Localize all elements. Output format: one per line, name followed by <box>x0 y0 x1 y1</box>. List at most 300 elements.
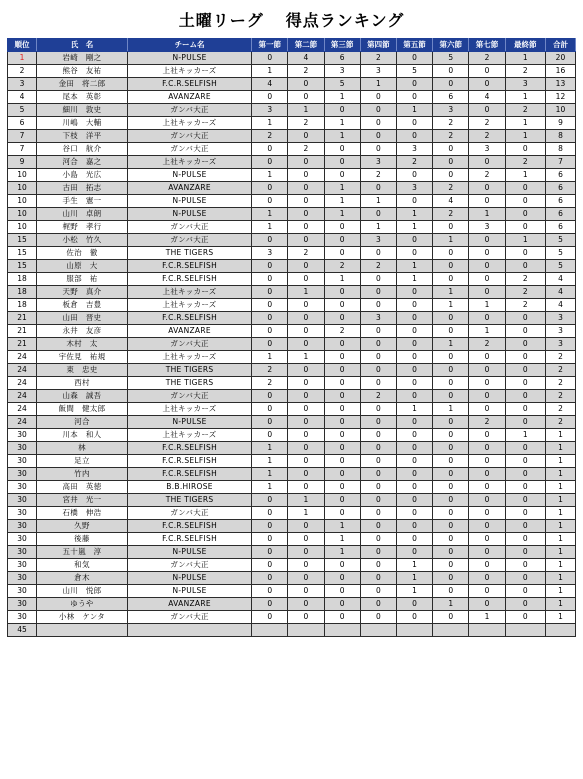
player-name-cell: 山川 悦郎 <box>36 585 127 598</box>
round-score-cell: 0 <box>469 494 505 507</box>
round-score-cell: 0 <box>396 533 432 546</box>
total-score-cell: 1 <box>545 546 575 559</box>
player-name-cell: 谷口 航介 <box>36 143 127 156</box>
round-score-cell: 0 <box>469 195 505 208</box>
round-score-cell: 0 <box>469 403 505 416</box>
round-score-cell: 0 <box>324 598 360 611</box>
table-row <box>8 624 576 637</box>
round-score-cell: 0 <box>360 494 396 507</box>
page-title <box>0 0 583 38</box>
round-score-cell: 0 <box>360 351 396 364</box>
table-row <box>8 208 576 221</box>
rank-cell: 30 <box>8 429 37 442</box>
round-score-cell: 1 <box>288 507 324 520</box>
player-name-cell: 高田 英徳 <box>36 481 127 494</box>
team-name-cell: THE TIGERS <box>128 494 252 507</box>
rank-cell: 4 <box>8 91 37 104</box>
round-score-cell: 0 <box>324 377 360 390</box>
round-score-cell: 0 <box>396 364 432 377</box>
total-score-cell: 6 <box>545 208 575 221</box>
player-name-cell: 石橋 伸浩 <box>36 507 127 520</box>
total-score-cell: 16 <box>545 65 575 78</box>
round-score-cell: 0 <box>252 416 288 429</box>
round-score-cell: 1 <box>288 104 324 117</box>
rank-cell: 24 <box>8 364 37 377</box>
round-score-cell: 4 <box>252 78 288 91</box>
round-score-cell: 0 <box>505 403 545 416</box>
round-score-cell: 1 <box>396 403 432 416</box>
round-score-cell: 0 <box>396 312 432 325</box>
player-name-cell: 細川 敦史 <box>36 104 127 117</box>
total-score-cell: 2 <box>545 416 575 429</box>
round-score-cell: 0 <box>469 182 505 195</box>
round-score-cell: 0 <box>396 351 432 364</box>
round-score-cell: 0 <box>288 455 324 468</box>
table-header-row <box>8 39 576 52</box>
table-row <box>8 468 576 481</box>
table-row <box>8 390 576 403</box>
table-row <box>8 273 576 286</box>
round-score-cell: 0 <box>505 442 545 455</box>
round-score-cell: 1 <box>324 182 360 195</box>
table-row <box>8 572 576 585</box>
round-score-cell: 0 <box>433 416 469 429</box>
round-score-cell: 0 <box>360 520 396 533</box>
round-score-cell: 0 <box>433 494 469 507</box>
round-score-cell: 0 <box>324 156 360 169</box>
round-score-cell: 4 <box>288 52 324 65</box>
team-name-cell: F.C.R.SELFISH <box>128 260 252 273</box>
table-row <box>8 182 576 195</box>
team-name-cell: F.C.R.SELFISH <box>128 533 252 546</box>
rank-cell: 15 <box>8 260 37 273</box>
player-name-cell: 河合 嘉之 <box>36 156 127 169</box>
player-name-cell: 小松 竹久 <box>36 234 127 247</box>
round-score-cell: 0 <box>396 611 432 624</box>
table-row <box>8 156 576 169</box>
round-score-cell: 1 <box>469 299 505 312</box>
team-name-cell: THE TIGERS <box>128 364 252 377</box>
team-name-cell: F.C.R.SELFISH <box>128 468 252 481</box>
round-score-cell: 0 <box>252 559 288 572</box>
round-score-cell: 0 <box>324 559 360 572</box>
rank-cell: 30 <box>8 559 37 572</box>
round-score-cell: 0 <box>505 533 545 546</box>
round-score-cell: 2 <box>505 104 545 117</box>
player-name-cell: 小島 光広 <box>36 169 127 182</box>
round-score-cell: 0 <box>252 598 288 611</box>
team-name-cell: ガンバ大正 <box>128 390 252 403</box>
round-score-cell: 0 <box>252 325 288 338</box>
round-score-cell: 0 <box>324 585 360 598</box>
round-score-cell: 0 <box>469 429 505 442</box>
total-score-cell: 1 <box>545 611 575 624</box>
total-score-cell: 1 <box>545 507 575 520</box>
round-score-cell: 3 <box>252 247 288 260</box>
round-score-cell: 1 <box>288 494 324 507</box>
round-score-cell: 4 <box>433 195 469 208</box>
round-score-cell: 0 <box>324 494 360 507</box>
round-score-cell: 0 <box>288 442 324 455</box>
table-row <box>8 325 576 338</box>
table-row <box>8 195 576 208</box>
player-name-cell: 金田 将二郎 <box>36 78 127 91</box>
round-score-cell: 0 <box>360 507 396 520</box>
team-name-cell: 上社キッカーズ <box>128 429 252 442</box>
round-score-cell: 0 <box>360 273 396 286</box>
rank-cell: 10 <box>8 182 37 195</box>
round-score-cell: 0 <box>324 611 360 624</box>
total-score-cell: 2 <box>545 390 575 403</box>
total-score-cell: 5 <box>545 234 575 247</box>
rank-cell: 21 <box>8 325 37 338</box>
total-score-cell: 6 <box>545 195 575 208</box>
round-score-cell: 0 <box>360 364 396 377</box>
round-score-cell: 0 <box>252 195 288 208</box>
team-name-cell: THE TIGERS <box>128 247 252 260</box>
table-row <box>8 143 576 156</box>
round-score-cell: 0 <box>360 299 396 312</box>
round-score-cell: 0 <box>433 169 469 182</box>
round-score-cell: 6 <box>433 91 469 104</box>
team-name-cell: 上社キッカーズ <box>128 403 252 416</box>
round-score-cell: 0 <box>288 546 324 559</box>
round-score-cell: 0 <box>396 52 432 65</box>
column-header-team: チーム名 <box>128 39 252 52</box>
total-score-cell: 8 <box>545 143 575 156</box>
round-score-cell: 0 <box>324 247 360 260</box>
round-score-cell: 3 <box>396 143 432 156</box>
round-score-cell: 0 <box>469 260 505 273</box>
round-score-cell: 0 <box>288 377 324 390</box>
table-row <box>8 429 576 442</box>
rank-cell: 30 <box>8 442 37 455</box>
rank-cell: 5 <box>8 104 37 117</box>
round-score-cell: 0 <box>396 507 432 520</box>
round-score-cell: 0 <box>505 416 545 429</box>
round-score-cell: 0 <box>396 390 432 403</box>
round-score-cell: 0 <box>252 390 288 403</box>
player-name-cell: 河合 <box>36 416 127 429</box>
round-score-cell: 0 <box>360 455 396 468</box>
team-name-cell: N-PULSE <box>128 195 252 208</box>
total-score-cell: 2 <box>545 351 575 364</box>
rank-cell: 30 <box>8 585 37 598</box>
table-row <box>8 169 576 182</box>
round-score-cell: 0 <box>288 533 324 546</box>
round-score-cell: 0 <box>505 455 545 468</box>
total-score-cell: 12 <box>545 91 575 104</box>
total-score-cell: 1 <box>545 585 575 598</box>
round-score-cell: 0 <box>433 156 469 169</box>
team-name-cell: 上社キッカーズ <box>128 65 252 78</box>
round-score-cell: 0 <box>396 481 432 494</box>
round-score-cell: 0 <box>324 403 360 416</box>
round-score-cell: 0 <box>433 611 469 624</box>
round-score-cell: 0 <box>505 325 545 338</box>
round-score-cell: 0 <box>433 585 469 598</box>
round-score-cell: 0 <box>505 247 545 260</box>
round-score-cell: 0 <box>396 169 432 182</box>
round-score-cell: 2 <box>469 169 505 182</box>
round-score-cell: 0 <box>360 338 396 351</box>
round-score-cell: 1 <box>505 234 545 247</box>
round-score-cell: 0 <box>396 286 432 299</box>
round-score-cell: 0 <box>396 598 432 611</box>
round-score-cell: 0 <box>252 520 288 533</box>
table-row <box>8 546 576 559</box>
round-score-cell: 0 <box>505 481 545 494</box>
round-score-cell: 0 <box>469 598 505 611</box>
round-score-cell: 0 <box>324 416 360 429</box>
rank-cell: 10 <box>8 221 37 234</box>
round-score-cell: 0 <box>252 312 288 325</box>
round-score-cell: 0 <box>324 286 360 299</box>
round-score-cell: 0 <box>505 195 545 208</box>
round-score-cell: 0 <box>360 598 396 611</box>
total-score-cell: 4 <box>545 286 575 299</box>
round-score-cell: 0 <box>505 338 545 351</box>
total-score-cell: 1 <box>545 429 575 442</box>
player-name-cell: 宇佐見 祐規 <box>36 351 127 364</box>
round-score-cell: 2 <box>469 130 505 143</box>
table-row <box>8 351 576 364</box>
round-score-cell: 2 <box>360 260 396 273</box>
round-score-cell: 0 <box>360 429 396 442</box>
round-score-cell: 0 <box>505 364 545 377</box>
round-score-cell: 2 <box>469 117 505 130</box>
round-score-cell: 1 <box>396 585 432 598</box>
round-score-cell: 0 <box>288 585 324 598</box>
round-score-cell: 1 <box>433 403 469 416</box>
total-score-cell: 6 <box>545 182 575 195</box>
round-score-cell: 0 <box>433 559 469 572</box>
total-score-cell: 3 <box>545 312 575 325</box>
rank-cell: 15 <box>8 234 37 247</box>
round-score-cell: 6 <box>324 52 360 65</box>
round-score-cell: 2 <box>324 260 360 273</box>
team-name-cell: 上社キッカーズ <box>128 351 252 364</box>
rank-cell: 6 <box>8 117 37 130</box>
team-name-cell: ガンバ大正 <box>128 611 252 624</box>
round-score-cell: 0 <box>324 507 360 520</box>
round-score-cell: 0 <box>324 104 360 117</box>
round-score-cell: 1 <box>469 208 505 221</box>
player-name-cell: 佐治 徹 <box>36 247 127 260</box>
table-row <box>8 520 576 533</box>
table-row <box>8 442 576 455</box>
round-score-cell: 0 <box>396 130 432 143</box>
round-score-cell: 0 <box>469 533 505 546</box>
round-score-cell <box>360 624 396 637</box>
player-name-cell: 飯間 健太郎 <box>36 403 127 416</box>
player-name-cell: 山川 卓朗 <box>36 208 127 221</box>
rank-cell: 2 <box>8 65 37 78</box>
round-score-cell: 0 <box>469 442 505 455</box>
round-score-cell: 1 <box>360 221 396 234</box>
round-score-cell: 3 <box>469 221 505 234</box>
round-score-cell: 0 <box>324 364 360 377</box>
round-score-cell: 0 <box>505 611 545 624</box>
round-score-cell: 3 <box>360 234 396 247</box>
table-row <box>8 403 576 416</box>
round-score-cell: 1 <box>433 299 469 312</box>
round-score-cell: 0 <box>252 260 288 273</box>
round-score-cell: 0 <box>288 390 324 403</box>
round-score-cell: 0 <box>360 377 396 390</box>
round-score-cell: 0 <box>469 559 505 572</box>
round-score-cell: 0 <box>433 533 469 546</box>
round-score-cell: 5 <box>433 52 469 65</box>
round-score-cell: 1 <box>505 52 545 65</box>
round-score-cell: 0 <box>360 208 396 221</box>
round-score-cell: 2 <box>505 156 545 169</box>
rank-cell: 10 <box>8 208 37 221</box>
round-score-cell: 2 <box>288 65 324 78</box>
round-score-cell: 0 <box>505 598 545 611</box>
table-row <box>8 533 576 546</box>
round-score-cell: 0 <box>252 234 288 247</box>
page-title-ranking: 得点ランキング <box>285 10 405 30</box>
table-row <box>8 416 576 429</box>
round-score-cell: 0 <box>396 468 432 481</box>
total-score-cell: 9 <box>545 117 575 130</box>
round-score-cell: 0 <box>252 286 288 299</box>
round-score-cell: 2 <box>469 338 505 351</box>
round-score-cell: 0 <box>288 78 324 91</box>
table-row <box>8 91 576 104</box>
team-name-cell: ガンバ大正 <box>128 507 252 520</box>
rank-cell: 10 <box>8 169 37 182</box>
round-score-cell: 5 <box>396 65 432 78</box>
round-score-cell: 2 <box>469 416 505 429</box>
total-score-cell: 1 <box>545 520 575 533</box>
round-score-cell <box>469 624 505 637</box>
round-score-cell: 0 <box>288 338 324 351</box>
player-name-cell: 東 忠史 <box>36 364 127 377</box>
team-name-cell: N-PULSE <box>128 585 252 598</box>
player-name-cell: 板倉 吉豊 <box>36 299 127 312</box>
round-score-cell: 0 <box>433 572 469 585</box>
round-score-cell: 0 <box>469 481 505 494</box>
player-name-cell: 尾本 英彰 <box>36 91 127 104</box>
round-score-cell: 0 <box>288 611 324 624</box>
round-score-cell: 0 <box>433 247 469 260</box>
round-score-cell: 1 <box>324 273 360 286</box>
round-score-cell: 0 <box>252 143 288 156</box>
player-name-cell: 山田 晋史 <box>36 312 127 325</box>
round-score-cell: 0 <box>433 260 469 273</box>
team-name-cell: N-PULSE <box>128 208 252 221</box>
round-score-cell: 3 <box>324 65 360 78</box>
round-score-cell: 0 <box>324 429 360 442</box>
round-score-cell: 0 <box>505 390 545 403</box>
round-score-cell: 0 <box>396 91 432 104</box>
total-score-cell: 7 <box>545 156 575 169</box>
round-score-cell: 0 <box>252 533 288 546</box>
round-score-cell: 0 <box>469 247 505 260</box>
round-score-cell: 0 <box>360 130 396 143</box>
player-name-cell: 後藤 <box>36 533 127 546</box>
round-score-cell: 0 <box>252 572 288 585</box>
table-row <box>8 455 576 468</box>
player-name-cell: 西村 <box>36 377 127 390</box>
player-name-cell: ゆうや <box>36 598 127 611</box>
page-title-league: 土曜リーグ <box>178 10 264 30</box>
round-score-cell: 1 <box>469 325 505 338</box>
total-score-cell: 3 <box>545 325 575 338</box>
round-score-cell: 1 <box>324 546 360 559</box>
rank-cell: 30 <box>8 468 37 481</box>
team-name-cell: AVANZARE <box>128 598 252 611</box>
round-score-cell: 0 <box>360 182 396 195</box>
table-row <box>8 481 576 494</box>
table-row <box>8 494 576 507</box>
round-score-cell: 0 <box>396 325 432 338</box>
round-score-cell: 0 <box>469 455 505 468</box>
total-score-cell: 8 <box>545 130 575 143</box>
round-score-cell: 0 <box>505 377 545 390</box>
player-name-cell: 川本 和人 <box>36 429 127 442</box>
round-score-cell: 1 <box>469 611 505 624</box>
round-score-cell: 0 <box>252 429 288 442</box>
round-score-cell: 0 <box>324 221 360 234</box>
round-score-cell: 0 <box>288 559 324 572</box>
round-score-cell: 0 <box>469 364 505 377</box>
round-score-cell: 0 <box>433 507 469 520</box>
round-score-cell: 0 <box>288 312 324 325</box>
player-name-cell: 宮井 光一 <box>36 494 127 507</box>
column-header-round-7: 第七節 <box>469 39 505 52</box>
rank-cell: 30 <box>8 455 37 468</box>
round-score-cell: 1 <box>433 338 469 351</box>
round-score-cell: 0 <box>324 351 360 364</box>
team-name-cell: AVANZARE <box>128 182 252 195</box>
round-score-cell: 0 <box>469 351 505 364</box>
rank-cell: 30 <box>8 611 37 624</box>
column-header-round-1: 第一節 <box>252 39 288 52</box>
round-score-cell: 0 <box>252 507 288 520</box>
table-row <box>8 117 576 130</box>
round-score-cell: 2 <box>469 52 505 65</box>
table-row <box>8 338 576 351</box>
rank-cell: 24 <box>8 403 37 416</box>
table-row <box>8 611 576 624</box>
round-score-cell: 5 <box>324 78 360 91</box>
round-score-cell: 1 <box>252 208 288 221</box>
round-score-cell: 0 <box>360 104 396 117</box>
round-score-cell: 0 <box>360 572 396 585</box>
team-name-cell: ガンバ大正 <box>128 234 252 247</box>
round-score-cell: 0 <box>324 338 360 351</box>
table-row <box>8 234 576 247</box>
team-name-cell: AVANZARE <box>128 325 252 338</box>
round-score-cell: 1 <box>433 598 469 611</box>
player-name-cell: 熊谷 友祐 <box>36 65 127 78</box>
round-score-cell: 0 <box>469 546 505 559</box>
round-score-cell: 0 <box>433 520 469 533</box>
round-score-cell: 0 <box>433 390 469 403</box>
round-score-cell: 0 <box>469 234 505 247</box>
total-score-cell: 4 <box>545 299 575 312</box>
total-score-cell: 4 <box>545 273 575 286</box>
player-name-cell: 川嶋 大輔 <box>36 117 127 130</box>
round-score-cell: 0 <box>433 481 469 494</box>
round-score-cell: 0 <box>433 351 469 364</box>
round-score-cell: 1 <box>324 117 360 130</box>
player-name-cell: 倉木 <box>36 572 127 585</box>
round-score-cell: 0 <box>396 195 432 208</box>
